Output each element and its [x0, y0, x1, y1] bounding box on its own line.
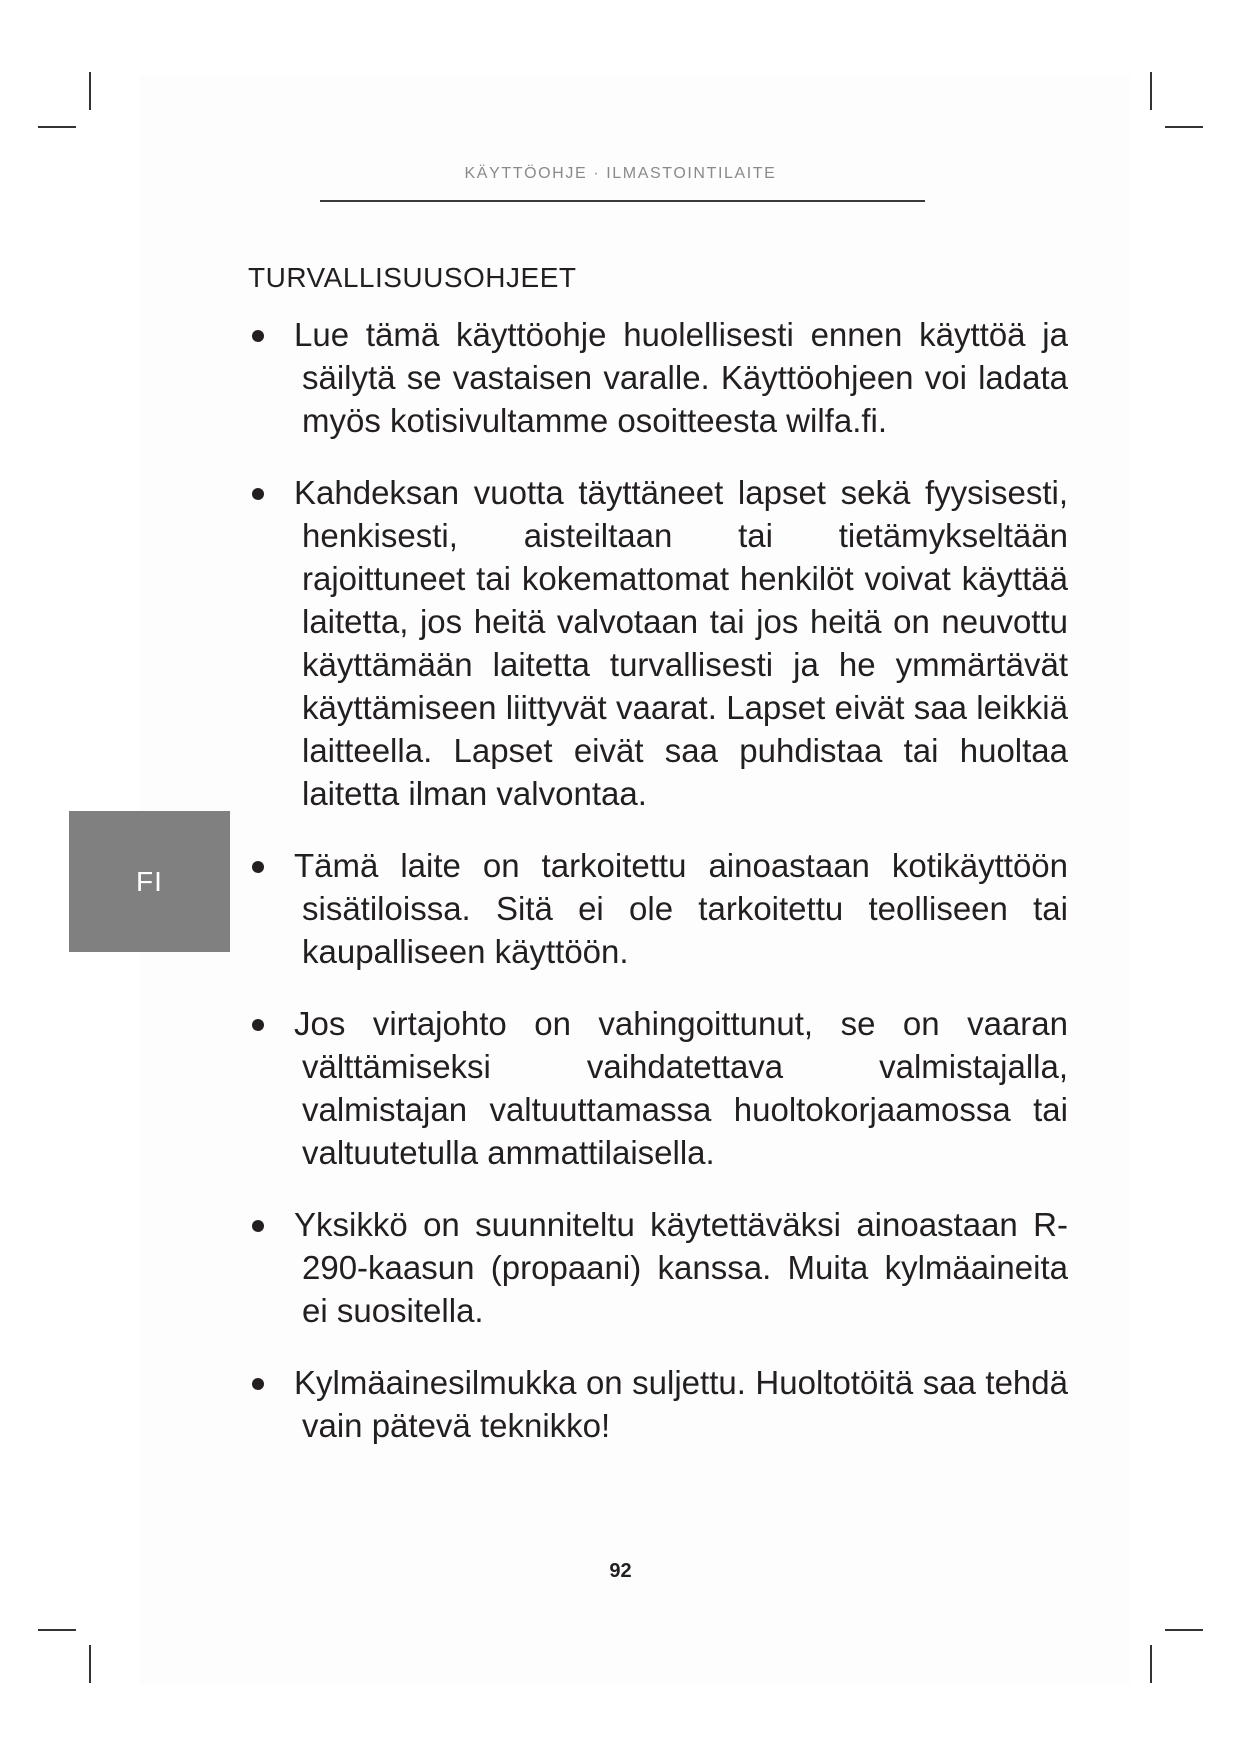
list-item-text: Yksikkö on suunniteltu käytettäväksi ainoastaan R-290-kaasun (propaani) kanssa. Muita kylmäaineita ei suositella.: [294, 1206, 1068, 1329]
bullet-icon: [252, 330, 264, 342]
crop-mark-top-right-horizontal: [1165, 126, 1203, 128]
list-item-text: Kahdeksan vuotta täyttäneet lapset sekä fyysisesti, henkisesti, aisteiltaan tai tietämykseltään rajoittuneet tai kokemattomat henkilöt voivat käyttää laitetta, jos heitä valvotaan tai jos heitä on neuvottu käyttämään laitetta turvallisesti ja he ymmärtävät käyttämiseen liittyvät vaarat. Lapset eivät saa leikkiä laitteella. Lapset eivät saa puhdistaa tai huoltaa laitetta ilman valvontaa.: [294, 474, 1068, 812]
list-item-text: Lue tämä käyttöohje huolellisesti ennen käyttöä ja säilytä se vastaisen varalle. Käyttöohjeen voi ladata myös kotisivultamme osoitteesta wilfa.fi.: [294, 316, 1068, 439]
bullet-icon: [252, 861, 264, 873]
running-header: KÄYTTÖOHJE · ILMASTOINTILAITE: [464, 165, 777, 182]
list-item-text: Tämä laite on tarkoitettu ainoastaan kotikäyttöön sisätiloissa. Sitä ei ole tarkoitettu teolliseen tai kaupalliseen käyttöön.: [294, 847, 1068, 970]
header-divider: [320, 200, 925, 202]
bullet-icon: [252, 1019, 264, 1031]
crop-mark-bottom-left-vertical: [89, 1645, 91, 1683]
crop-mark-top-right-vertical: [1150, 72, 1152, 110]
page-number: 92: [609, 1560, 632, 1582]
list-item: [248, 1002, 1068, 1174]
list-item: [248, 1361, 1068, 1447]
list-item: [248, 471, 1068, 815]
bullet-icon: [252, 488, 264, 500]
list-item-text: Jos virtajohto on vahingoittunut, se on vaaran välttämiseksi vaihdatettava valmistajalla, valmistajan valtuuttamassa huoltokorjaamossa tai valtuutetulla ammattilaisella.: [294, 1005, 1068, 1171]
safety-instructions-list: [248, 313, 1068, 1476]
crop-mark-bottom-left-horizontal: [38, 1629, 76, 1631]
bullet-icon: [252, 1220, 264, 1232]
bullet-icon: [252, 1378, 264, 1390]
crop-mark-top-left-vertical: [89, 72, 91, 110]
section-title: TURVALLISUUSOHJEET: [248, 262, 577, 293]
crop-mark-bottom-right-vertical: [1150, 1645, 1152, 1683]
crop-mark-top-left-horizontal: [38, 126, 76, 128]
crop-mark-bottom-right-horizontal: [1165, 1629, 1203, 1631]
list-item: [248, 313, 1068, 442]
list-item-text: Kylmäainesilmukka on suljettu. Huoltotöitä saa tehdä vain pätevä teknikko!: [294, 1364, 1068, 1444]
language-tab-label: FI: [136, 865, 163, 897]
language-tab: [69, 811, 230, 952]
list-item: [248, 1203, 1068, 1332]
list-item: [248, 844, 1068, 973]
